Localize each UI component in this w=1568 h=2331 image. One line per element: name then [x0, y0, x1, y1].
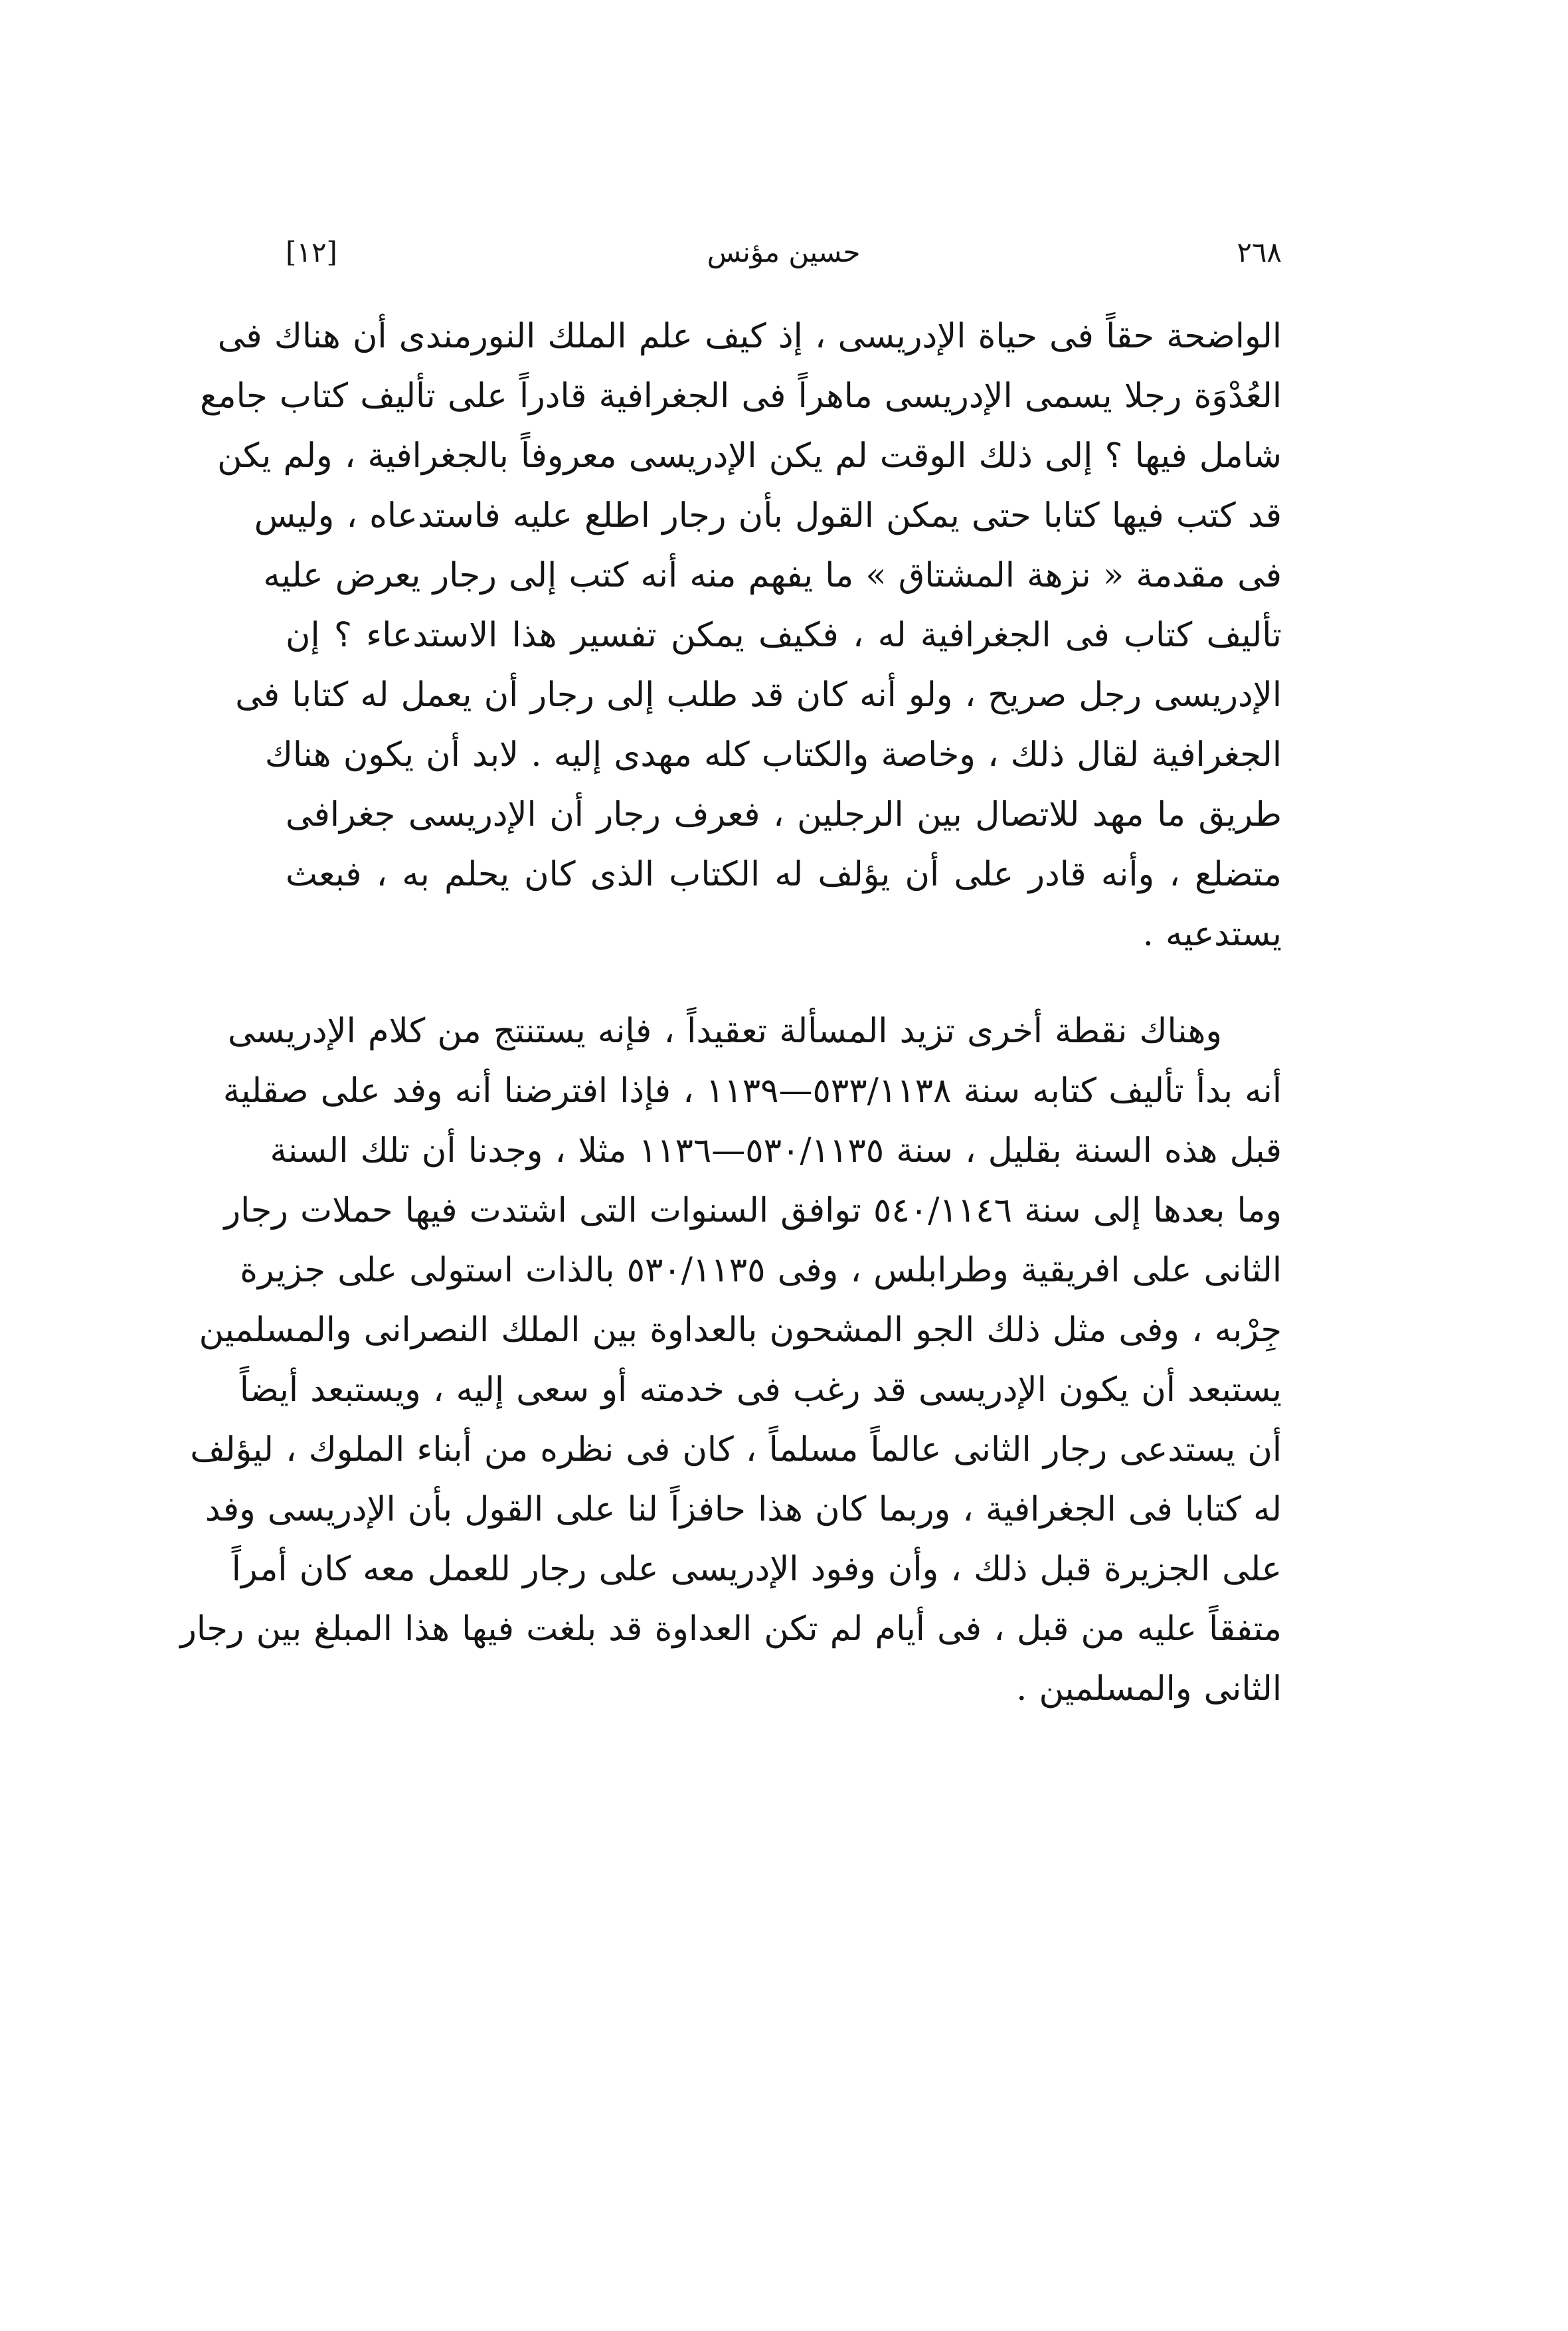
running-head-author: حسين مؤنس [707, 236, 861, 268]
page-number: ٢٦٨ [1237, 236, 1282, 268]
text-line: يستدعيه . [1142, 915, 1282, 954]
text-line: متفقاً عليه من قبل ، فى أيام لم تكن العداوة قد بلغت فيها هذا المبلغ بين رجار [180, 1610, 1282, 1649]
text-line: قبل هذه السنة بقليل ، سنة ٥٣٠/١١٣٥—١١٣٦ مثلا ، وجدنا أن تلك السنة [270, 1131, 1282, 1170]
text-line: له كتابا فى الجغرافية ، وربما كان هذا حافزاً لنا على القول بأن الإدريسى وفد [205, 1490, 1282, 1529]
body-text [180, 307, 1282, 1719]
text-line: الثانى على افريقية وطرابلس ، وفى ٥٣٠/١١٣٥ بالذات استولى على جزيرة [240, 1251, 1282, 1290]
text-line: جِرْبه ، وفى مثل ذلك الجو المشحون بالعداوة بين الملك النصرانى والمسلمين [199, 1311, 1282, 1350]
text-line: الواضحة حقاً فى حياة الإدريسى ، إذ كيف علم الملك النورمندى أن هناك فى [217, 317, 1282, 356]
text-line: فى مقدمة « نزهة المشتاق » ما يفهم منه أنه كتب إلى رجار يعرض عليه [263, 556, 1282, 595]
text-line: يستبعد أن يكون الإدريسى قد رغب فى خدمته أو سعى إليه ، ويستبعد أيضاً [239, 1370, 1282, 1410]
text-line: شامل فيها ؟ إلى ذلك الوقت لم يكن الإدريسى معروفاً بالجغرافية ، ولم يكن [217, 436, 1282, 476]
text-line: متضلع ، وأنه قادر على أن يؤلف له الكتاب الذى كان يحلم به ، فبعث [286, 855, 1282, 894]
text-line: الإدريسى رجل صريح ، ولو أنه كان قد طلب إلى رجار أن يعمل له كتابا فى [235, 676, 1282, 715]
text-line: وما بعدها إلى سنة ٥٤٠/١١٤٦ توافق السنوات التى اشتدت فيها حملات رجار [224, 1191, 1282, 1230]
text-line: الثانى والمسلمين . [1016, 1669, 1282, 1709]
paragraph-2 [180, 1002, 1282, 1719]
text-line: قد كتب فيها كتابا حتى يمكن القول بأن رجار اطلع عليه فاستدعاه ، وليس [254, 496, 1282, 535]
text-line: على الجزيرة قبل ذلك ، وأن وفود الإدريسى على رجار للعمل معه كان أمراً [231, 1550, 1282, 1589]
paragraph-1 [200, 307, 1282, 965]
text-line: طريق ما مهد للاتصال بين الرجلين ، فعرف رجار أن الإدريسى جغرافى [286, 795, 1282, 834]
text-line: الجغرافية لقال ذلك ، وخاصة والكتاب كله مهدى إليه . لابد أن يكون هناك [264, 735, 1282, 775]
section-marker: [١٢] [286, 236, 337, 268]
text-line: أن يستدعى رجار الثانى عالماً مسلماً ، كان فى نظره من أبناء الملوك ، ليؤلف [190, 1430, 1282, 1469]
text-line: تأليف كتاب فى الجغرافية له ، فكيف يمكن تفسير هذا الاستدعاء ؟ إن [286, 616, 1282, 655]
page-header [286, 226, 1282, 279]
text-line: وهناك نقطة أخرى تزيد المسألة تعقيداً ، فإنه يستنتج من كلام الإدريسى [228, 1012, 1222, 1051]
text-line: أنه بدأ تأليف كتابه سنة ٥٣٣/١١٣٨—١١٣٩ ، فإذا افترضنا أنه وفد على صقلية [222, 1072, 1282, 1111]
text-line: العُدْوَة رجلا يسمى الإدريسى ماهراً فى الجغرافية قادراً على تأليف كتاب جامع [200, 377, 1282, 416]
